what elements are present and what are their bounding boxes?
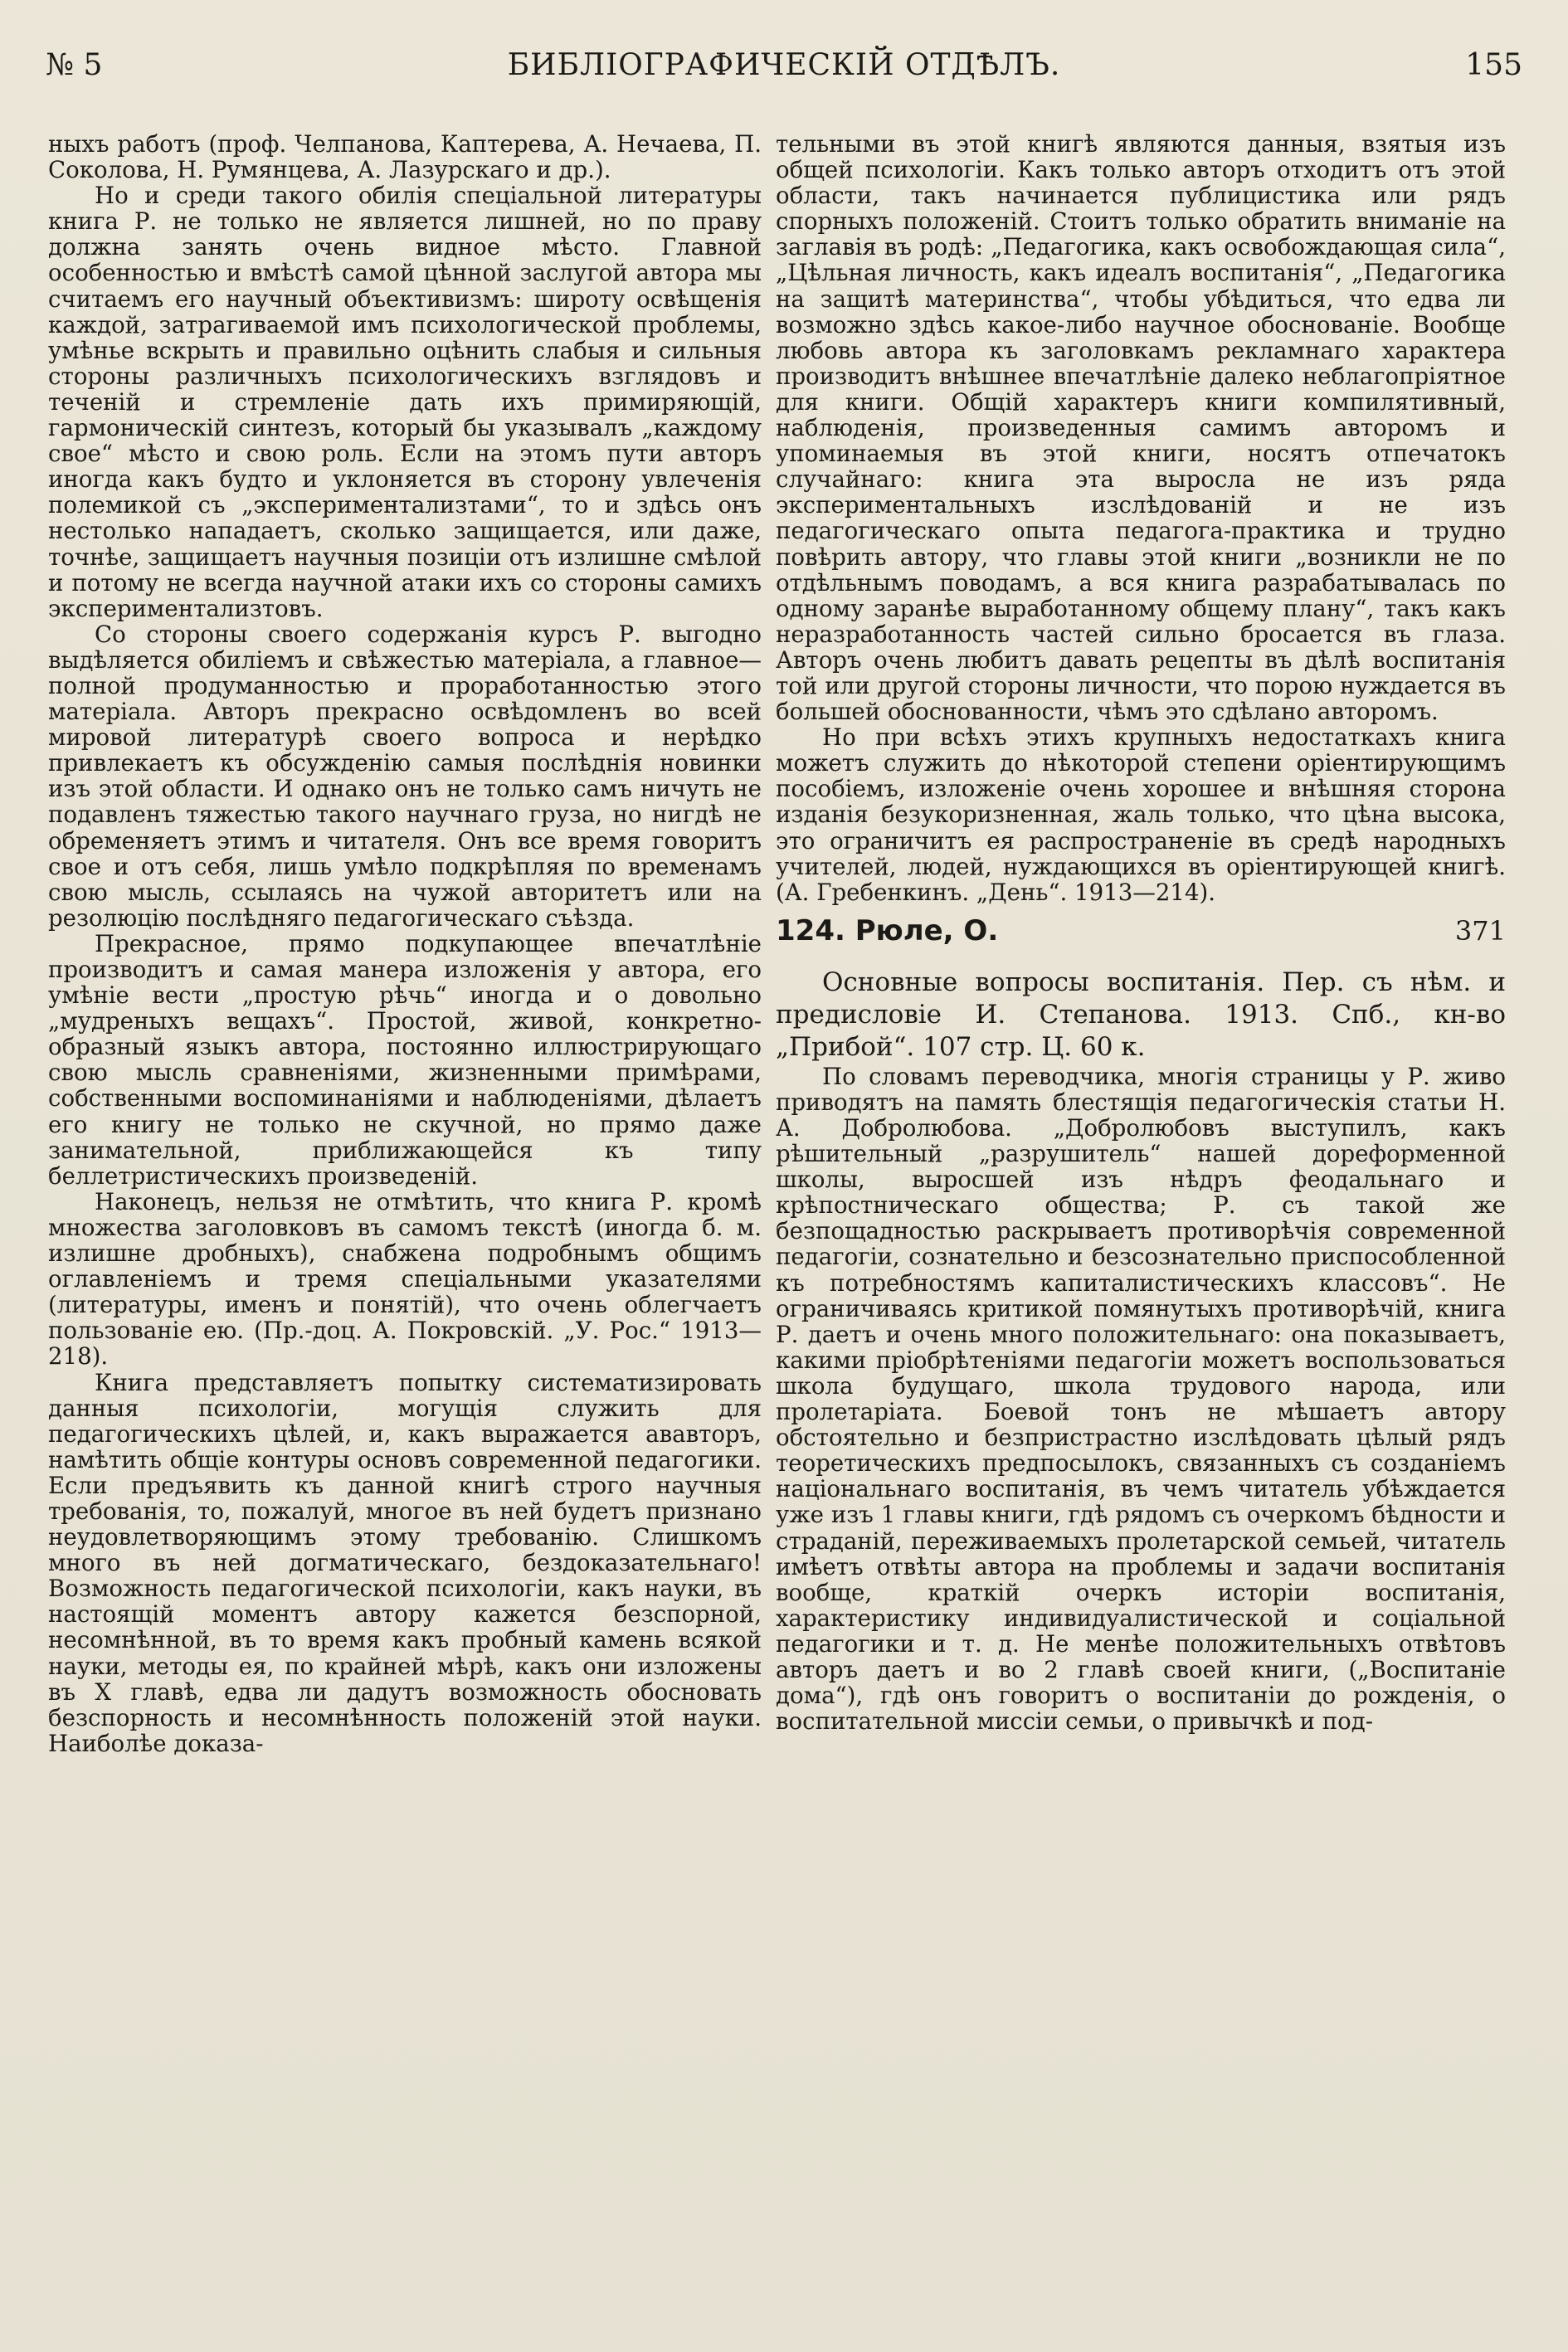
paragraph: тельными въ этой книгѣ являются данныя, взятыя изъ общей психологіи. Какъ только авторъ отходитъ отъ этой области, такъ начинается публицистика или рядъ спорныхъ положеній. Стоитъ только обратить вниманіе на заглавія въ родѣ: „Педагогика, какъ освобождающая сила“, „Цѣльная личность, какъ идеалъ воспитанія“, „Педагогика на защитѣ материнства“, чтобы убѣдиться, что едва ли возможно здѣсь какое-либо научное обоснованіе. Вообще любовь автора къ заголовкамъ рекламнаго характера производитъ внѣшнее впечатлѣніе далеко неблагопріятное для книги. Общій характеръ книги компилятивный, наблюденія, произведенныя самимъ авторомъ и упоминаемыя въ этой книги, носятъ отпечатокъ случайнаго: книга эта выросла не изъ ряда экспериментальныхъ изслѣдованій и не изъ педагогическаго опыта педагога-практика и трудно повѣрить автору, что главы этой книги „возникли не по отдѣльнымъ поводамъ, а вся книга разрабатывалась по одному заранѣе выработанному общему плану“, такъ какъ неразработанность частей сильно бросается въ глаза. Авторъ очень любитъ давать рецепты въ дѣлѣ воспитанія той или другой стороны личности, что порою нуждается въ большей обоснованности, чѣмъ это сдѣлано авторомъ. [776, 130, 1506, 726]
left-column [48, 131, 762, 1756]
paragraph: ныхъ работъ (проф. Челпанова, Каптерева, А. Нечаева, П. Соколова, Н. Румянцева, А. Лазурскаго и др.). [48, 130, 762, 184]
paragraph: Но при всѣхъ этихъ крупныхъ недостаткахъ книга можетъ служить до нѣкоторой степени оріентирующимъ пособіемъ, изложеніе очень хорошее и внѣшняя сторона изданія безукоризненная, жаль только, что цѣна высока, это ограничитъ ея распространеніе въ средѣ народныхъ учителей, людей, нуждающихся въ оріентирующей книгѣ. (А. Гребенкинъ. „День“. 1913—214). [776, 723, 1506, 906]
paragraph: Книга представляетъ попытку систематизировать данныя психологіи, могущія служить для педагогическихъ цѣлей, и, какъ выражается ававторъ, намѣтить общіе контуры основъ современной педагогики. Если предъявить къ данной книгѣ строго научныя требованія, то, пожалуй, многое въ ней будетъ признано неудовлетворяющимъ этому требованію. Слишкомъ много въ ней догматическаго, бездоказательнаго! Возможность педагогической психологіи, какъ науки, въ настоящій моментъ автору кажется безспорной, несомнѣнной, въ то время какъ пробный камень всякой науки, методы ея, по крайней мѣрѣ, какъ они изложены въ X главѣ, едва ли дадутъ возможность обосновать безспорность и несомнѣнность положеній этой науки. Наиболѣе доказа- [48, 1368, 762, 1757]
entry-number: 371 [1454, 914, 1506, 947]
entry-description: Основные вопросы воспитанія. Пер. съ нѣм. и предисловіе И. Степанова. 1913. Спб., кн-во „Прибой“. 107 стр. Ц. 60 к. [776, 967, 1506, 1062]
issue-number: № 5 [46, 48, 103, 82]
page-header [46, 48, 1522, 98]
paragraph: Прекрасное, прямо подкупающее впечатлѣніе производитъ и самая манера изложенія у автора, его умѣніе вести „простую рѣчь“ иногда и о довольно „мудреныхъ вещахъ“. Простой, живой, конкретно-образный языкъ автора, постоянно иллюстрирующаго свою мысль сравненіями, жизненными примѣрами, собственными воспоминаніями и наблюденіями, дѣлаетъ его книгу не только не скучной, но прямо даже занимательной, приближающейся къ типу беллетристическихъ произведеній. [48, 929, 762, 1190]
page-number: 155 [1465, 48, 1522, 82]
section-title: БИБЛІОГРАФИЧЕСКІЙ ОТДѢЛЪ. [507, 48, 1061, 82]
right-column [776, 131, 1506, 1734]
entry-title: 124. Рюле, О. [776, 913, 999, 947]
paragraph: Со стороны своего содержанія курсъ Р. выгодно выдѣляется обиліемъ и свѣжестью матеріала, а главное—полной продуманностью и проработанностью этого матеріала. Авторъ прекрасно освѣдомленъ во всей мировой литературѣ своего вопроса и нерѣдко привлекаетъ къ обсужденію самыя послѣднія новинки изъ этой области. И однако онъ не только самъ ничуть не подавленъ тяжестью такого научнаго груза, но нигдѣ не обременяетъ этимъ и читателя. Онъ все время говоритъ свое и отъ себя, лишь умѣло подкрѣпляя по временамъ свою мысль, ссылаясь на чужой авторитетъ или на резолюцію послѣдняго педагогическаго съѣзда. [48, 620, 762, 932]
paragraph: Но и среди такого обилія спеціальной литературы книга Р. не только не является лишней, но по праву должна занять очень видное мѣсто. Главной особенностью и вмѣстѣ самой цѣнной заслугой автора мы считаемъ его научный объективизмъ: широту освѣщенія каждой, затрагиваемой имъ психологической проблемы, умѣнье вскрыть и правильно оцѣнить слабыя и сильныя стороны различныхъ психологическихъ взглядовъ и теченій и стремленіе дать ихъ примиряющій, гармоническій синтезъ, который бы указывалъ „каждому свое“ мѣсто и свою роль. Если на этомъ пути авторъ иногда какъ будто и уклоняется въ сторону увлеченія полемикой съ „экспериментализтами“, то и здѣсь онъ нестолько нападаетъ, сколько защищается, или даже, точнѣе, защищаетъ научныя позиціи отъ излишне смѣлой и потому не всегда научной атаки ихъ со стороны самихъ экспериментализтовъ. [48, 182, 762, 622]
paragraph: По словамъ переводчика, многія страницы у Р. живо приводятъ на память блестящія педагогическія статьи Н. А. Добролюбова. „Добролюбовъ выступилъ, какъ рѣшительный „разрушитель“ нашей дореформенной школы, выросшей изъ нѣдръ феодальнаго и крѣпостническаго общества; Р. съ такой же безпощадностью раскрываетъ противорѣчія современной педагогіи, сознательно и безсознательно приспособленной къ потребностямъ капиталистическихъ классовъ“. Не ограничиваясь критикой помянутыхъ противорѣчій, книга Р. даетъ и очень много положительнаго: она показываетъ, какими пріобрѣтеніями педагогіи можетъ воспользоваться школа будущаго, школа трудового народа, или пролетаріата. Боевой тонъ не мѣшаетъ автору обстоятельно и безпристрастно изслѣдовать цѣлый рядъ теоретическихъ предпосылокъ, связанныхъ съ созданіемъ національнаго воспитанія, въ чемъ читатель убѣждается уже изъ 1 главы книги, гдѣ рядомъ съ очеркомъ бѣдности и страданій, переживаемыхъ пролетарской семьей, читатель имѣетъ отвѣты автора на проблемы и задачи воспитанія вообще, краткій очеркъ исторіи воспитанія, характеристику индивидуалистической и соціальной педагогики и т. д. Не менѣе положительныхъ отвѣтовъ авторъ даетъ и во 2 главѣ своей книги, („Воспитаніе дома“), гдѣ онъ говоритъ о воспитаніи до рожденія, о воспитательной миссіи семьи, о привычкѣ и под- [776, 1062, 1506, 1736]
entry-heading [776, 913, 1506, 960]
paragraph: Наконецъ, нельзя не отмѣтить, что книга Р. кромѣ множества заголовковъ въ самомъ текстѣ (иногда б. м. излишне дробныхъ), снабжена подробнымъ общимъ оглавленіемъ и тремя спеціальными указателями (литературы, именъ и понятій), что очень облегчаетъ пользованіе ею. (Пр.-доц. А. Покровскій. „У. Рос.“ 1913—218). [48, 1187, 762, 1371]
